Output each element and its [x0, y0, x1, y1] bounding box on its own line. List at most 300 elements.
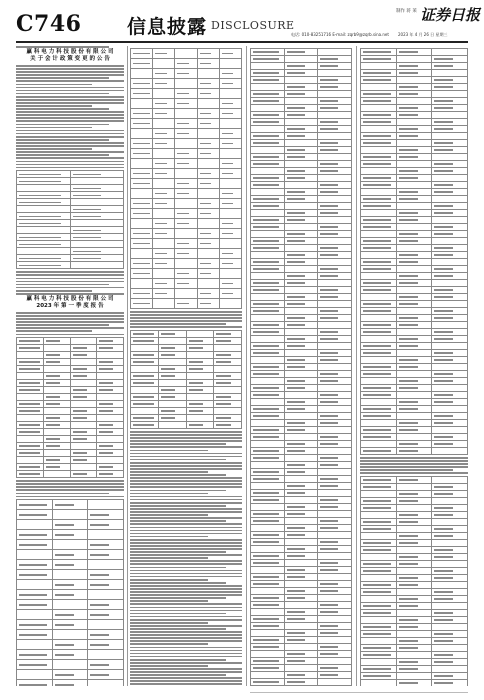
table-cell	[284, 469, 318, 476]
table-cell	[70, 178, 124, 185]
table-row	[17, 206, 124, 213]
text-line	[130, 446, 242, 448]
editor-line: 制作 蒋 莱	[396, 9, 417, 14]
table-cell	[396, 175, 432, 182]
table-cell	[175, 49, 197, 59]
table-cell	[251, 322, 285, 329]
table-row	[361, 631, 468, 638]
table-cell	[52, 660, 88, 670]
table-row	[361, 659, 468, 666]
text-line	[16, 124, 109, 126]
text-line	[16, 68, 124, 70]
table-cell	[214, 408, 242, 415]
table-cell	[52, 540, 88, 550]
table-cell	[361, 252, 397, 259]
table-cell	[318, 147, 352, 154]
table-row	[17, 450, 124, 457]
table-cell	[396, 294, 432, 301]
table-cell	[361, 617, 397, 624]
table-cell	[175, 209, 197, 219]
table-cell	[131, 119, 153, 129]
table-row	[361, 575, 468, 582]
table-cell	[131, 338, 159, 345]
table-cell	[251, 280, 285, 287]
table-cell	[17, 422, 44, 429]
table-cell	[88, 500, 124, 510]
table-cell	[251, 560, 285, 567]
table-row	[17, 338, 124, 345]
table-cell	[186, 352, 214, 359]
text-line	[16, 480, 124, 482]
table-cell	[197, 49, 219, 59]
table-cell	[361, 582, 397, 589]
table-cell	[70, 345, 97, 352]
table-cell	[284, 546, 318, 553]
table-row	[361, 154, 468, 161]
table-cell	[396, 561, 432, 568]
table-cell	[251, 427, 285, 434]
table-cell	[284, 203, 318, 210]
table-cell	[284, 399, 318, 406]
table-cell	[284, 161, 318, 168]
table-cell	[432, 533, 468, 540]
table-cell	[97, 352, 124, 359]
table-cell	[361, 589, 397, 596]
table-row	[131, 99, 242, 109]
table-cell	[251, 308, 285, 315]
table-cell	[197, 299, 219, 309]
text-line	[16, 117, 124, 119]
table-cell	[251, 672, 285, 679]
table-cell	[251, 651, 285, 658]
table-cell	[318, 168, 352, 175]
table-cell	[284, 280, 318, 287]
table-cell	[284, 448, 318, 455]
table-cell	[396, 617, 432, 624]
table-cell	[17, 500, 53, 510]
table-row	[131, 338, 242, 345]
table-row	[17, 262, 124, 269]
table-cell	[153, 199, 175, 209]
table-cell	[361, 399, 397, 406]
table-cell	[361, 112, 397, 119]
table-cell	[318, 98, 352, 105]
table-cell	[251, 581, 285, 588]
table-row	[361, 133, 468, 140]
text-line	[130, 570, 242, 572]
table-cell	[197, 259, 219, 269]
table-cell	[52, 580, 88, 590]
text-line	[16, 293, 124, 295]
table-cell	[361, 343, 397, 350]
column-divider	[356, 46, 357, 686]
table-cell	[396, 182, 432, 189]
table-row	[17, 422, 124, 429]
table-cell	[70, 429, 97, 436]
table-cell	[197, 79, 219, 89]
text-line	[16, 287, 124, 289]
table-cell	[43, 359, 70, 366]
text-line	[130, 677, 242, 679]
table-cell	[284, 112, 318, 119]
table-row	[251, 560, 352, 567]
table-cell	[432, 582, 468, 589]
table-cell	[318, 623, 352, 630]
table-cell	[88, 520, 124, 530]
table-row	[131, 279, 242, 289]
table-row	[251, 364, 352, 371]
table-cell	[131, 345, 159, 352]
table-row	[251, 476, 352, 483]
data-table	[130, 330, 242, 429]
table-cell	[284, 182, 318, 189]
table-cell	[318, 91, 352, 98]
table-row	[17, 345, 124, 352]
table-cell	[396, 568, 432, 575]
table-cell	[175, 289, 197, 299]
table-cell	[432, 119, 468, 126]
table-cell	[361, 336, 397, 343]
text-line	[130, 640, 242, 642]
table-cell	[153, 169, 175, 179]
table-cell	[43, 387, 70, 394]
table-cell	[396, 512, 432, 519]
text-line	[130, 625, 242, 627]
table-cell	[318, 217, 352, 224]
table-cell	[43, 457, 70, 464]
table-cell	[361, 371, 397, 378]
table-cell	[70, 338, 97, 345]
table-cell	[396, 315, 432, 322]
table-cell	[396, 364, 432, 371]
text-line	[360, 457, 468, 459]
text-line	[130, 573, 242, 575]
table-cell	[284, 385, 318, 392]
text-line	[130, 551, 226, 553]
table-cell	[214, 401, 242, 408]
table-row	[17, 241, 124, 248]
table-cell	[318, 182, 352, 189]
table-cell	[251, 161, 285, 168]
text-line	[16, 151, 124, 153]
table-cell	[284, 196, 318, 203]
table-cell	[284, 644, 318, 651]
table-cell	[284, 623, 318, 630]
table-cell	[88, 510, 124, 520]
table-cell	[197, 209, 219, 219]
table-cell	[52, 590, 88, 600]
table-cell	[131, 422, 159, 429]
table-cell	[186, 331, 214, 338]
table-row	[251, 77, 352, 84]
table-cell	[131, 394, 159, 401]
table-cell	[432, 505, 468, 512]
table-cell	[153, 49, 175, 59]
table-cell	[70, 192, 124, 199]
table-cell	[318, 252, 352, 259]
table-cell	[219, 249, 241, 259]
table-cell	[284, 455, 318, 462]
table-cell	[361, 266, 397, 273]
table-cell	[318, 413, 352, 420]
table-row	[361, 652, 468, 659]
table-cell	[17, 387, 44, 394]
table-row	[17, 199, 124, 206]
table-cell	[70, 213, 124, 220]
table-cell	[219, 139, 241, 149]
table-cell	[97, 338, 124, 345]
table-cell	[17, 560, 53, 570]
table-cell	[284, 532, 318, 539]
table-cell	[318, 469, 352, 476]
table-cell	[396, 399, 432, 406]
table-cell	[361, 56, 397, 63]
table-row	[131, 149, 242, 159]
table-row	[361, 182, 468, 189]
table-cell	[396, 238, 432, 245]
table-cell	[318, 273, 352, 280]
table-cell	[432, 273, 468, 280]
table-row	[131, 401, 242, 408]
announcement-heading: 关 于 会 计 政 策 变 更 的 公 告	[30, 56, 110, 63]
text-line	[16, 157, 124, 159]
table-row	[17, 590, 124, 600]
table-cell	[219, 279, 241, 289]
table-row	[131, 189, 242, 199]
table-row	[131, 422, 242, 429]
table-cell	[361, 659, 397, 666]
table-cell	[284, 294, 318, 301]
table-row	[361, 210, 468, 217]
text-line	[360, 463, 468, 465]
table-row	[131, 89, 242, 99]
table-cell	[284, 609, 318, 616]
text-line	[16, 278, 124, 280]
table-cell	[219, 49, 241, 59]
text-line	[130, 533, 242, 535]
table-cell	[251, 175, 285, 182]
table-row	[361, 561, 468, 568]
table-cell	[318, 483, 352, 490]
table-cell	[97, 387, 124, 394]
table-row	[251, 154, 352, 161]
table-cell	[70, 366, 97, 373]
table-cell	[186, 387, 214, 394]
table-cell	[251, 364, 285, 371]
table-cell	[17, 520, 53, 530]
table-cell	[175, 139, 197, 149]
table-cell	[318, 308, 352, 315]
table-cell	[318, 266, 352, 273]
table-row	[361, 477, 468, 484]
table-row	[361, 77, 468, 84]
table-cell	[396, 645, 432, 652]
text-line	[130, 582, 226, 584]
table-cell	[361, 329, 397, 336]
table-cell	[175, 169, 197, 179]
table-cell	[52, 600, 88, 610]
table-cell	[396, 98, 432, 105]
table-cell	[284, 350, 318, 357]
table-cell	[396, 49, 432, 56]
table-cell	[153, 209, 175, 219]
table-cell	[219, 229, 241, 239]
table-cell	[318, 609, 352, 616]
table-cell	[432, 259, 468, 266]
table-cell	[186, 373, 214, 380]
table-cell	[432, 519, 468, 526]
table-cell	[17, 464, 44, 471]
table-cell	[186, 422, 214, 429]
table-cell	[251, 329, 285, 336]
text-line	[16, 167, 124, 169]
table-cell	[131, 408, 159, 415]
table-cell	[251, 539, 285, 546]
text-line	[130, 650, 242, 652]
table-cell	[175, 89, 197, 99]
announcement-body	[130, 431, 242, 686]
table-row	[361, 547, 468, 554]
table-cell	[219, 209, 241, 219]
table-cell	[251, 77, 285, 84]
table-row	[251, 616, 352, 623]
table-cell	[153, 249, 175, 259]
table-cell	[158, 415, 186, 422]
table-cell	[175, 239, 197, 249]
table-cell	[131, 99, 153, 109]
table-cell	[361, 301, 397, 308]
text-line	[16, 312, 124, 314]
table-cell	[432, 406, 468, 413]
table-cell	[175, 109, 197, 119]
table-row	[131, 219, 242, 229]
table-cell	[153, 189, 175, 199]
table-cell	[251, 119, 285, 126]
table-row	[251, 182, 352, 189]
table-cell	[318, 259, 352, 266]
table-cell	[219, 129, 241, 139]
table-row	[361, 308, 468, 315]
table-cell	[70, 359, 97, 366]
table-cell	[318, 658, 352, 665]
table-row	[131, 352, 242, 359]
table-row	[17, 220, 124, 227]
text-line	[130, 450, 208, 452]
table-cell	[284, 126, 318, 133]
table-row	[131, 289, 242, 299]
text-line	[16, 108, 109, 110]
table-cell	[284, 343, 318, 350]
table-cell	[361, 575, 397, 582]
table-cell	[318, 203, 352, 210]
table-row	[361, 168, 468, 175]
table-cell	[318, 581, 352, 588]
text-line	[130, 440, 242, 442]
table-cell	[361, 441, 397, 448]
table-cell	[197, 189, 219, 199]
table-row	[361, 589, 468, 596]
table-row	[361, 371, 468, 378]
text-line	[16, 271, 124, 273]
table-cell	[88, 630, 124, 640]
table-cell	[396, 427, 432, 434]
table-row	[251, 392, 352, 399]
table-cell	[251, 385, 285, 392]
table-cell	[70, 185, 124, 192]
table-cell	[361, 413, 397, 420]
table-row	[17, 680, 124, 686]
table-cell	[396, 259, 432, 266]
table-cell	[396, 441, 432, 448]
date-line: 2023 年 4 月 26 日 星期三	[398, 32, 448, 37]
table-cell	[284, 175, 318, 182]
table-row	[361, 343, 468, 350]
table-cell	[432, 287, 468, 294]
table-cell	[153, 89, 175, 99]
table-cell	[318, 84, 352, 91]
table-cell	[131, 331, 159, 338]
table-cell	[131, 59, 153, 69]
table-row	[361, 252, 468, 259]
table-row	[251, 539, 352, 546]
table-cell	[396, 603, 432, 610]
table-row	[251, 329, 352, 336]
table-row	[17, 530, 124, 540]
table-cell	[432, 168, 468, 175]
table-cell	[158, 338, 186, 345]
table-cell	[43, 443, 70, 450]
table-cell	[17, 380, 44, 387]
table-cell	[153, 149, 175, 159]
table-row	[251, 350, 352, 357]
table-cell	[432, 224, 468, 231]
table-cell	[396, 84, 432, 91]
table-cell	[219, 269, 241, 279]
text-line	[130, 499, 242, 501]
table-cell	[432, 105, 468, 112]
table-row	[17, 415, 124, 422]
table-row	[251, 224, 352, 231]
table-cell	[197, 229, 219, 239]
announcement-body	[130, 311, 242, 328]
table-cell	[175, 69, 197, 79]
table-cell	[251, 315, 285, 322]
table-row	[251, 189, 352, 196]
table-cell	[251, 245, 285, 252]
table-cell	[158, 394, 186, 401]
table-row	[131, 239, 242, 249]
text-line	[130, 323, 226, 325]
table-row	[361, 273, 468, 280]
table-cell	[131, 89, 153, 99]
table-cell	[219, 159, 241, 169]
table-cell	[284, 105, 318, 112]
table-cell	[284, 70, 318, 77]
table-cell	[396, 610, 432, 617]
table-cell	[284, 329, 318, 336]
text-line	[130, 585, 242, 587]
table-cell	[131, 209, 153, 219]
table-cell	[251, 182, 285, 189]
table-cell	[197, 119, 219, 129]
table-cell	[70, 206, 124, 213]
table-cell	[361, 273, 397, 280]
table-row	[17, 394, 124, 401]
text-line	[130, 634, 242, 636]
table-cell	[361, 680, 397, 686]
table-cell	[17, 429, 44, 436]
table-cell	[284, 266, 318, 273]
